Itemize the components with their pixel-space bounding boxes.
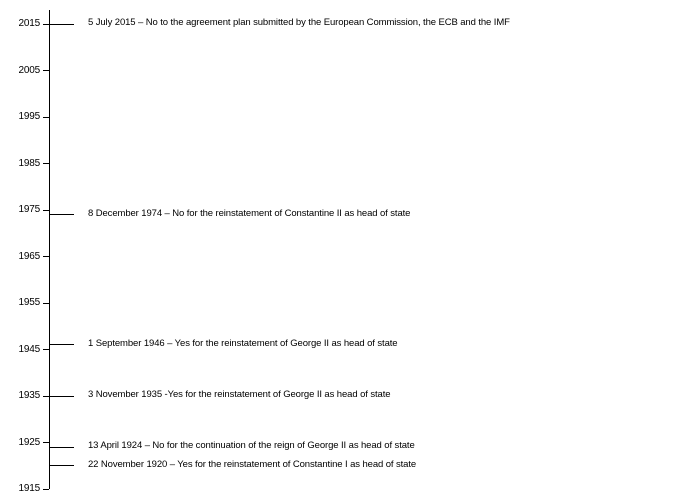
axis-tick-mark xyxy=(43,303,49,304)
axis-tick-mark xyxy=(43,442,49,443)
axis-tick-mark xyxy=(43,117,49,118)
axis-tick-mark xyxy=(43,349,49,350)
axis-tick-mark xyxy=(43,256,49,257)
axis-tick-label: 1935 xyxy=(18,390,40,401)
event-label: 3 November 1935 -Yes for the reinstatement of George II as head of state xyxy=(88,389,391,400)
event-label: 1 September 1946 – Yes for the reinstatement of George II as head of state xyxy=(88,337,398,349)
axis-tick-label: 1995 xyxy=(18,111,40,122)
event-marker-line xyxy=(50,344,74,345)
axis-tick-label: 2015 xyxy=(18,18,40,29)
event-marker-line xyxy=(50,396,74,397)
y-axis-line xyxy=(49,10,50,489)
axis-tick-label: 1945 xyxy=(18,343,40,355)
event-label: 13 April 1924 – No for the continuation of the reign of George II as head of state xyxy=(88,440,415,452)
event-marker-line xyxy=(50,214,74,215)
axis-tick-label: 1915 xyxy=(18,483,40,494)
axis-tick-label: 1975 xyxy=(18,204,40,215)
axis-tick-mark xyxy=(43,489,49,490)
axis-tick-label: 1955 xyxy=(18,297,40,308)
axis-tick-label: 2005 xyxy=(18,64,40,76)
event-label: 22 November 1920 – Yes for the reinstatement of Constantine I as head of state xyxy=(88,458,417,470)
axis-tick-mark xyxy=(43,24,49,25)
axis-tick-mark xyxy=(43,396,49,397)
axis-tick-label: 1965 xyxy=(18,250,40,262)
axis-tick-mark xyxy=(43,163,49,164)
event-marker-line xyxy=(50,447,74,448)
axis-tick-label: 1925 xyxy=(18,436,40,448)
event-label: 5 July 2015 – No to the agreement plan submitted by the European Commission, the ECB and the IMF xyxy=(88,17,510,28)
axis-tick-mark xyxy=(43,70,49,71)
event-marker-line xyxy=(50,24,74,25)
event-marker-line xyxy=(50,465,74,466)
axis-tick-mark xyxy=(43,210,49,211)
event-label: 8 December 1974 – No for the reinstatement of Constantine II as head of state xyxy=(88,207,411,219)
axis-tick-label: 1985 xyxy=(18,157,40,169)
